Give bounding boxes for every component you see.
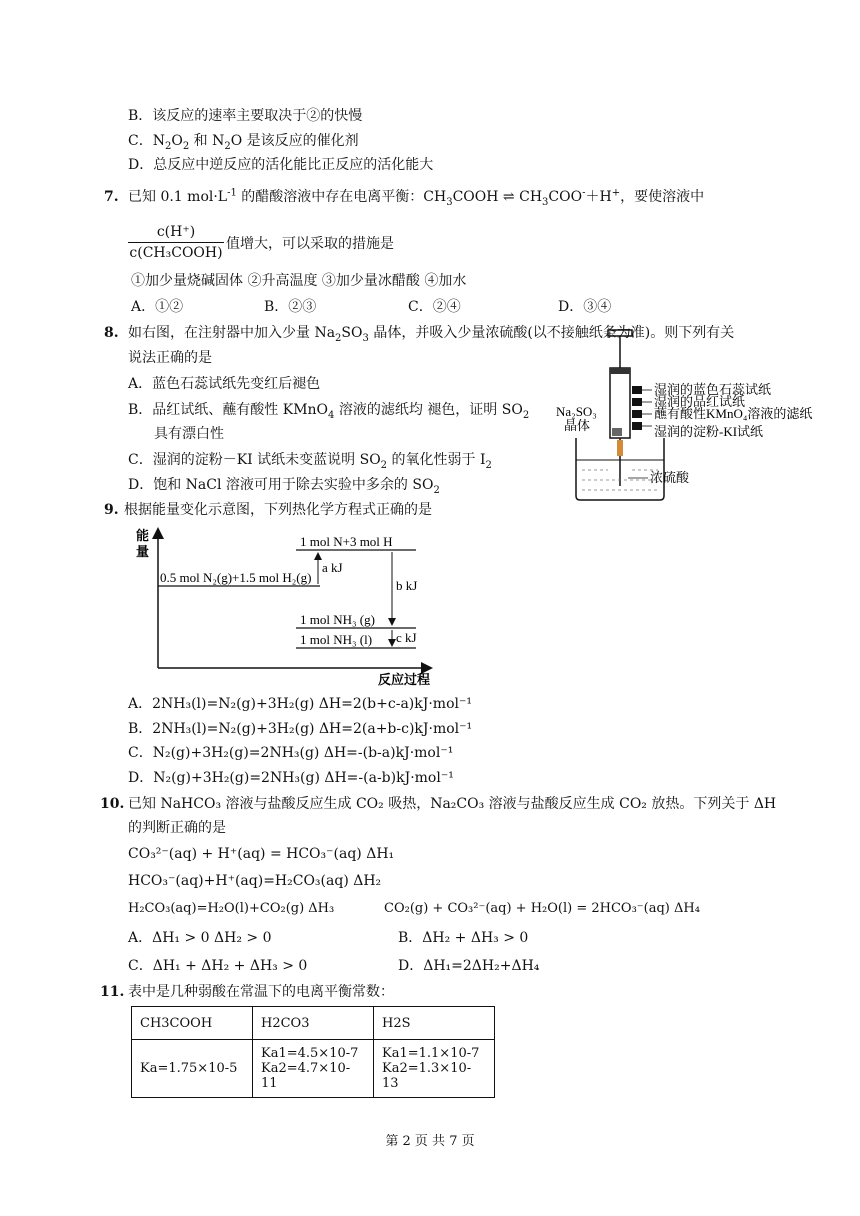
strip-blue-litmus xyxy=(632,386,642,394)
label-crystal: 晶体 xyxy=(564,418,591,433)
q7-fraction xyxy=(128,224,224,261)
q7-option-d: D．③④ xyxy=(558,299,612,315)
q10-eq3: H₂CO₃(aq)=H₂O(l)+CO₂(g) ΔH₃ xyxy=(128,901,335,916)
q10-number: 10. xyxy=(100,796,125,812)
b-label: b kJ xyxy=(396,578,418,593)
c-label: c kJ xyxy=(396,630,417,645)
q10-eq1: CO₃²⁻(aq) + H⁺(aq) = HCO₃⁻(aq) ΔH₁ xyxy=(128,846,395,862)
q7-option-c: C．②④ xyxy=(408,299,461,315)
q7-fraction-numerator: c(H⁺) xyxy=(128,224,224,243)
q8-option-d: D．饱和 NaCl 溶液可用于除去实验中多余的 $SO_2$ xyxy=(128,477,440,496)
q10-option-b: B．ΔH₂ + ΔH₃ > 0 xyxy=(398,930,529,946)
h2co3-ka2: Ka2=4.7×10-11 xyxy=(261,1061,351,1091)
q8-option-c: C．湿润的淀粉－KI 试纸未变蓝说明 $SO_2$ 的氧化性弱于 $I_2$ xyxy=(128,452,492,471)
q8-stem-line2: 说法正确的是 xyxy=(128,350,212,366)
table-row xyxy=(132,1007,495,1040)
q8-option-b: B．品红试纸、蘸有酸性 KMnO$_4$ 溶液的滤纸均 褪色，证明 $SO_2$ xyxy=(128,402,530,421)
na2so3-crystal xyxy=(612,428,622,436)
level-top-label: 1 mol N+3 mol H xyxy=(300,534,393,549)
q10-option-c: C．ΔH₁ + ΔH₂ + ΔH₃ > 0 xyxy=(128,958,308,974)
q8-number: 8. xyxy=(104,325,119,341)
q7-measures: ①加少量烧碱固体 ②升高温度 ③加少量冰醋酸 ④加水 xyxy=(131,273,467,289)
q10-option-d: D．ΔH₁=2ΔH₂+ΔH₄ xyxy=(398,958,540,974)
q6-option-c: C．$N_2O_2$ 和 $N_2O$ 是该反应的催化剂 xyxy=(128,133,359,152)
label-starch-ki: 湿润的淀粉-KI试纸 xyxy=(654,424,764,439)
q6-option-d: D．总反应中逆反应的活化能比正反应的活化能大 xyxy=(128,157,434,173)
table-cell-ch3cooh-ka: Ka=1.75×10-5 xyxy=(132,1040,253,1098)
table-cell-h2s-ka xyxy=(374,1040,495,1098)
table-row xyxy=(132,1040,495,1098)
label-na2so3: Na₂SO₃ xyxy=(556,404,597,419)
q8-apparatus-figure xyxy=(548,328,848,506)
label-pinkred: 湿润的品红试纸 xyxy=(654,394,746,409)
h2s-ka2: Ka2=1.3×10-13 xyxy=(382,1061,472,1091)
q9-option-d: D．N₂(g)+3H₂(g)=2NH₃(g) ΔH=-(a-b)kJ·mol⁻¹ xyxy=(128,770,454,786)
q7-after-fraction: 值增大，可以采取的措施是 xyxy=(226,236,394,252)
label-kmno4: 蘸有酸性KMnO₄溶液的滤纸 xyxy=(654,406,813,421)
q8-option-a: A．蓝色石蕊试纸先变红后褪色 xyxy=(128,376,321,392)
table-header-h2s: H2S xyxy=(374,1007,495,1040)
syringe-plunger-cap xyxy=(608,330,632,336)
strip-starch-ki xyxy=(632,422,642,430)
strip-pinkred xyxy=(632,398,642,406)
needle-liquid xyxy=(617,440,623,456)
syringe-barrel xyxy=(610,368,630,438)
a-label: a kJ xyxy=(322,560,343,575)
q9-energy-diagram xyxy=(130,524,440,690)
page-footer: 第 2 页 共 7 页 xyxy=(385,1134,475,1149)
q7-number: 7. xyxy=(104,189,119,205)
q9-number: 9. xyxy=(104,502,119,518)
x-axis-label: 反应过程 xyxy=(378,672,431,687)
q9-stem: 根据能量变化示意图，下列热化学方程式正确的是 xyxy=(124,502,432,518)
q10-stem-line2: 的判断正确的是 xyxy=(128,820,226,836)
q8-stem: 如右图，在注射器中加入少量 $Na_2SO_3$ 晶体，并吸入少量浓硫酸(以不接触纸条为准)。则下列有关 xyxy=(128,325,735,344)
label-blue-litmus: 湿润的蓝色石蕊试纸 xyxy=(654,382,772,397)
table-header-h2co3: H2CO3 xyxy=(253,1007,374,1040)
y-axis-label-2: 量 xyxy=(136,544,150,559)
q11-stem: 表中是几种弱酸在常温下的电离平衡常数： xyxy=(128,984,394,1000)
q9-option-a: A．2NH₃(l)=N₂(g)+3H₂(g) ΔH=2(b+c-a)kJ·mol⁻¹ xyxy=(128,696,472,712)
q7-option-b: B．②③ xyxy=(264,299,317,315)
q8-option-b-line2: 具有漂白性 xyxy=(154,426,224,442)
q7-stem: 已知 0.1 $mol\cdot L^{-1}$ 的醋酸溶液中存在电离平衡：$CH_3COOH$ ⇌ $CH_3COO^-+H^+$，要使溶液中 xyxy=(128,187,705,208)
q11-number: 11. xyxy=(100,984,125,1000)
h2s-ka1: Ka1=1.1×10-7 xyxy=(382,1046,480,1061)
h2co3-ka1: Ka1=4.5×10-7 xyxy=(261,1046,359,1061)
q9-option-b: B．2NH₃(l)=N₂(g)+3H₂(g) ΔH=2(a+b-c)kJ·mol⁻¹ xyxy=(128,721,473,737)
q11-ka-table xyxy=(131,1006,495,1098)
q7-fraction-denominator: c(CH₃COOH) xyxy=(129,245,223,261)
label-acid: 浓硫酸 xyxy=(650,470,690,485)
q9-option-c: C．N₂(g)+3H₂(g)=2NH₃(g) ΔH=-(b-a)kJ·mol⁻¹ xyxy=(128,745,454,761)
table-header-ch3cooh: CH3COOH xyxy=(132,1007,253,1040)
level-nh3g-label: 1 mol NH₃ (g) xyxy=(300,612,375,627)
q7-option-a: A．①② xyxy=(131,299,184,315)
level-reactant-label: 0.5 mol N₂(g)+1.5 mol H₂(g) xyxy=(160,570,312,585)
table-cell-h2co3-ka xyxy=(253,1040,374,1098)
q10-stem-line1: 已知 NaHCO₃ 溶液与盐酸反应生成 CO₂ 吸热，Na₂CO₃ 溶液与盐酸反应生成 CO₂ 放热。下列关于 ΔH xyxy=(128,796,777,812)
q10-option-a: A．ΔH₁ > 0 ΔH₂ > 0 xyxy=(128,930,272,946)
y-axis-label-1: 能 xyxy=(136,528,150,543)
q10-eq2: HCO₃⁻(aq)+H⁺(aq)=H₂CO₃(aq) ΔH₂ xyxy=(128,873,382,889)
level-nh3l-label: 1 mol NH₃ (l) xyxy=(300,632,373,647)
syringe-piston xyxy=(610,368,630,374)
q10-eq4: CO₂(g) + CO₃²⁻(aq) + H₂O(l) = 2HCO₃⁻(aq) ΔH₄ xyxy=(384,901,700,916)
strip-kmno4 xyxy=(632,410,642,418)
q6-option-b: B．该反应的速率主要取决于②的快慢 xyxy=(128,108,363,124)
